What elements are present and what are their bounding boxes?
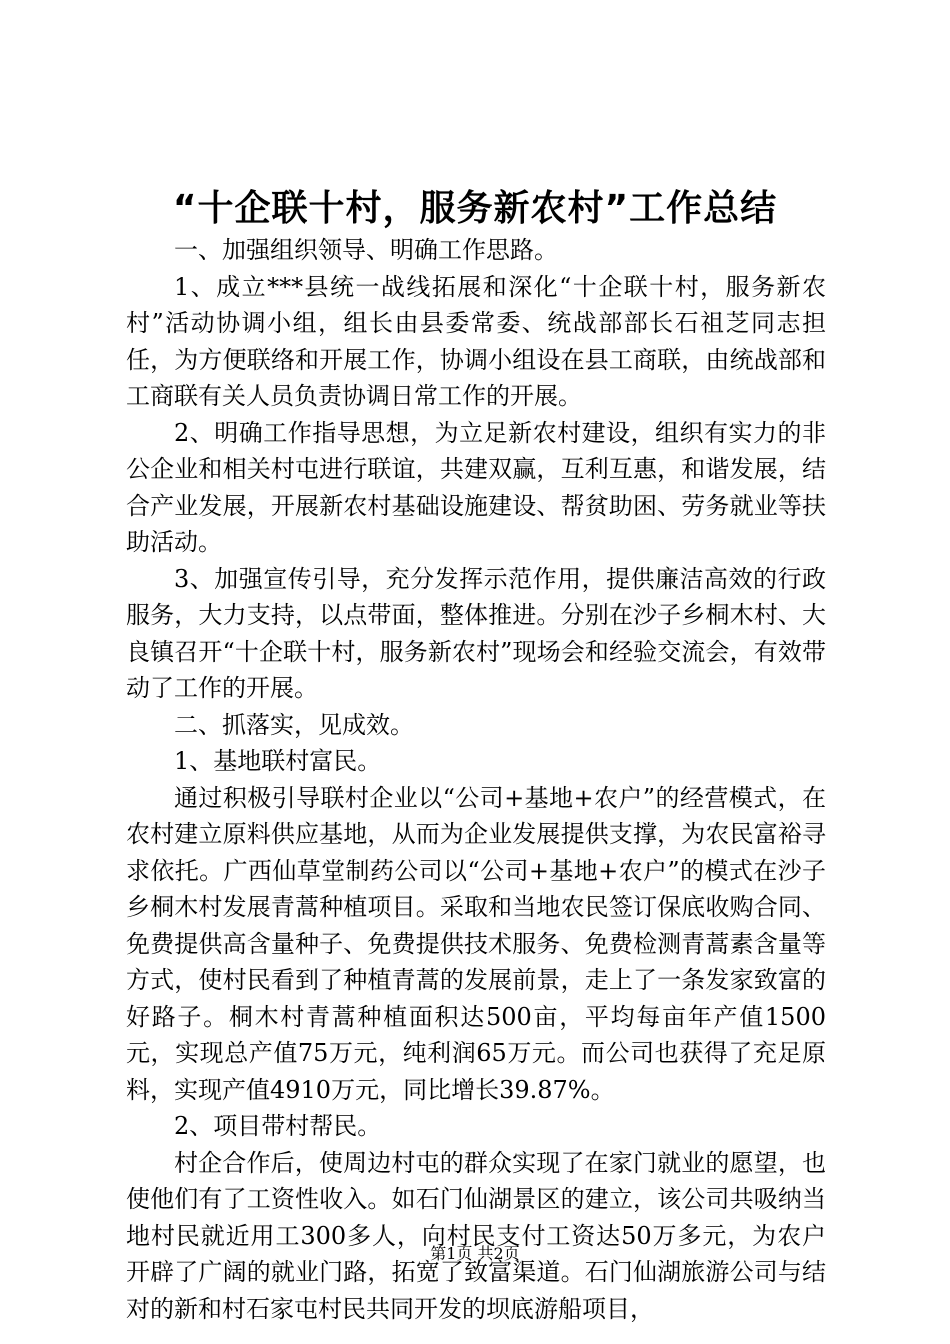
subheading: 1、基地联村富民。 (174, 747, 382, 775)
paragraph: 1、成立***县统一战线拓展和深化“十企联十村，服务新农村”活动协调小组，组长由县委常委、统战部部长石祖芝同志担任，为方便联络和开展工作，协调小组设在县工商联，由统战部和工商联有关人员负责协调日常工作的开展。 (126, 272, 826, 410)
section-heading-2: 二、抓落实，见成效。 (174, 710, 414, 739)
subheading: 2、项目带村帮民。 (174, 1112, 382, 1140)
document-body (126, 232, 826, 1327)
paragraph: 2、明确工作指导思想，为立足新农村建设，组织有实力的非公企业和相关村屯进行联谊，共建双赢，互利互惠，和谐发展，结合产业发展，开展新农村基础设施建设、帮贫助困、劳务就业等扶助活动。 (126, 418, 826, 556)
paragraph: 3、加强宣传引导，充分发挥示范作用，提供廉洁高效的行政服务，大力支持，以点带面，整体推进。分别在沙子乡桐木村、大良镇召开“十企联十村，服务新农村”现场会和经验交流会，有效带动了工作的开展。 (126, 564, 826, 702)
paragraph: 村企合作后，使周边村屯的群众实现了在家门就业的愿望，也使他们有了工资性收入。如石门仙湖景区的建立，该公司共吸纳当地村民就近用工300多人，向村民支付工资达50万多元，为农户开辟了广阔的就业门路，拓宽了致富渠道。石门仙湖旅游公司与结对的新和村石家屯村民共同开发的坝底游船项目， (126, 1148, 826, 1323)
document-title: “十企联十村，服务新农村”工作总结 (172, 188, 778, 229)
page-footer: 第1页 共2页 (430, 1244, 520, 1263)
paragraph: 通过积极引导联村企业以“公司+基地+农户”的经营模式，在农村建立原料供应基地，从而为企业发展提供支撑，为农民富裕寻求依托。广西仙草堂制药公司以“公司+基地+农户”的模式在沙子乡桐木村发展青蒿种植项目。采取和当地农民签订保底收购合同、免费提供高含量种子、免费提供技术服务、免费检测青蒿素含量等方式，使村民看到了种植青蒿的发展前景，走上了一条发家致富的好路子。桐木村青蒿种植面积达500亩，平均每亩年产值1500元，实现总产值75万元，纯利润65万元。而公司也获得了充足原料，实现产值4910万元，同比增长39.87%。 (126, 783, 826, 1104)
section-heading-1: 一、加强组织领导、明确工作思路。 (174, 236, 558, 264)
